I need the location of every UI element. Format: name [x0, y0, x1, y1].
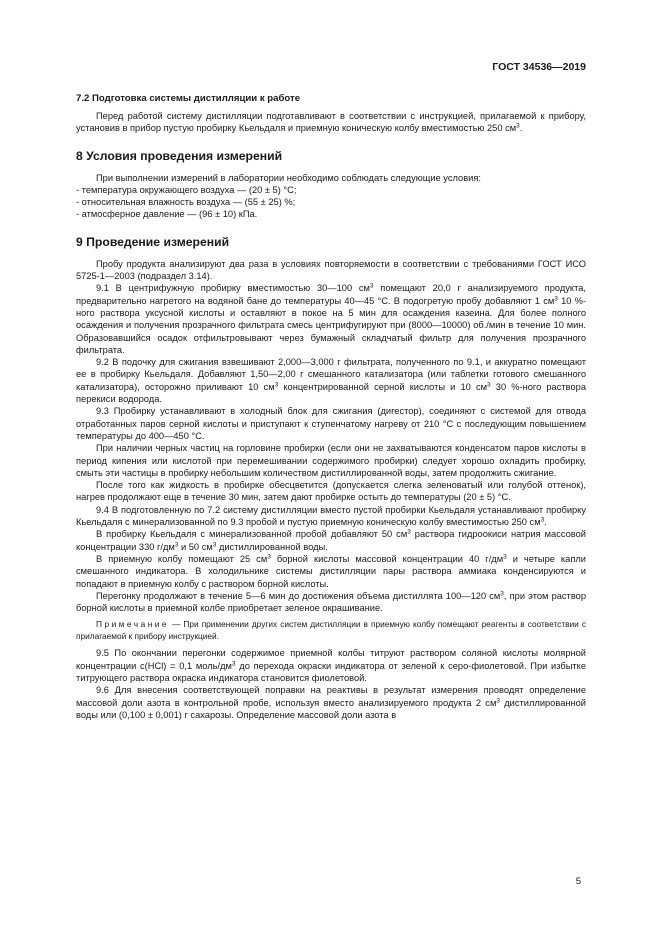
- condition-item: - относительная влажность воздуха — (55 ± 25) %;: [76, 197, 296, 208]
- condition-item: - атмосферное давление — (96 ± 10) кПа.: [76, 209, 258, 220]
- conditions-list: [76, 184, 586, 221]
- condition-item: - температура окружающего воздуха — (20 ± 5) °С;: [76, 184, 297, 195]
- paragraph-9-3: 9.3 Пробирку устанавливают в холодный блок для сжигания (дигестор), соединяют с системой для отвода отработанных паров серной кислоты и приступают к ступенчатому нагреву от 210 °С с последующим повышением температуры до 400—450 °С.: [76, 406, 586, 441]
- standard-header: ГОСТ 34536—2019: [492, 61, 586, 73]
- section-7-2-paragraph: Перед работой систему дистилляции подготавливают в соответствии с инструкцией, прилагаемой к прибору, установив в прибор пустую пробирку Кьельдаля и приемную коническую колбу вместимостью 250 $см^3$.: [76, 111, 586, 134]
- paragraph-9-1: 9.1 В центрифужную пробирку вместимостью 30—100 $см^3$ помещают 20,0 г анализируемого продукта, предварительно нагретого на водяной бане до температуры 40—45 °С. В подогретую пробу добавляют 1 $см^3$ 10 %-ного раствора уксусной кислоты и оставляют в покое на 5 мин для осаждения казеина. Для более полного осаждения и получения прозрачного фильтрата смесь центрифугируют при (8000—10000) об./мин в течение 10 мин. Образовавшийся осадок отфильтровывают через бумажный складчатый фильтр для получения прозрачного фильтрата.: [76, 282, 587, 355]
- paragraph-boric-acid: В приемную колбу помещают 25 $см^3$ борной кислоты массовой концентрации 40 $г/дм^3$ и четыре капли смешанного индикатора. В холодильнике системы дистилляции пары раствора аммиака конденсируются и попадают в приемную колбу с раствором борной кислоты.: [76, 553, 586, 589]
- page-number: 5: [575, 876, 581, 887]
- section-9-heading: 9 Проведение измерений: [76, 234, 230, 249]
- section-9-intro: Пробу продукта анализируют два раза в условиях повторяемости в соответствии с требованиями ГОСТ ИСО 5725-1—2003 (подраздел 3.14).: [76, 258, 586, 282]
- document-body: [76, 93, 586, 721]
- section-7-2-heading: 7.2 Подготовка системы дистилляции к работе: [76, 93, 301, 104]
- paragraph-sodium-hydroxide: В пробирку Кьельдаля с минерализованной пробой добавляют 50 $см^3$ раствора гидроокиси натрия массовой концентрации 330 $г/дм^3$ и 50 $см^3$ дистиллированной воды.: [76, 528, 586, 552]
- paragraph-9-6: 9.6 Для внесения соответствующей поправки на реактивы в результат измерения проводят определение массовой доли азота в контрольной пробе, используя вместо анализируемого продукта 2 $см^3$ дистиллированной воды или (0,100 ± 0,001) г сахарозы. Определение массовой доли азота в: [76, 685, 586, 720]
- paragraph-9-4: 9.4 В подготовленную по 7.2 систему дистилляции вместо пустой пробирки Кьельдаля устанавливают пробирку Кьельдаля с минерализованной по 9.3 пробой и пустую приемную коническую колбу вместимостью 250 $см^3$.: [76, 504, 586, 528]
- paragraph-9-2: 9.2 В подочку для сжигания взвешивают 2,000—3,000 г фильтрата, полученного по 9.1, и аккуратно помещают ее в пробирку Кьельдаля. Добавляют 1,50—2,00 г смешанного катализатора (или таблетки готового смешанного катализатора), осторожно приливают 10 $см^3$ концентрированной серной кислоты и 10 $см^3$ 30 %-ного раствора перекиси водорода.: [76, 357, 586, 405]
- paragraph-decolorization: После того как жидкость в пробирке обесцветится (допускается слегка зеленоватый или голубой оттенок), нагрев продолжают еще в течение 30 мин, затем дают пробирке остыть до температуры (20 ± 5) °С.: [76, 480, 586, 503]
- note: Примечание — При применении других систем дистилляции в приемную колбу помещают реагенты в соответствии с прилагаемой к прибору инструкцией.: [76, 619, 586, 641]
- note-label: Примечание: [96, 619, 170, 630]
- section-8-intro: При выполнении измерений в лаборатории необходимо соблюдать следующие условия:: [96, 172, 481, 183]
- paragraph-9-5: 9.5 По окончании перегонки содержимое приемной колбы титруют раствором соляной кислоты молярной концентрации c(HCl) = 0,1 моль/$дм^3$ до перехода окраски индикатора от зеленой к серо-фиолетовой. При избытке титрующего раствора окраска индикатора становится фиолетовой.: [76, 648, 587, 683]
- paragraph-black-particles: При наличии черных частиц на горловине пробирки (если они не захватываются конденсатом паров кислоты в период кипения или кислотой при перемешивании содержимого пробирки) следует хорошо охладить пробирку, смыть эти частицы в пробирку небольшим количеством дистиллированной воды, затем продолжить сжигание.: [76, 443, 586, 478]
- paragraph-distillation: Перегонку продолжают в течение 5—6 мин до достижения объема дистиллята 100—120 $см^3$, при этом раствор борной кислоты в приемной колбе приобретает зеленое окрашивание.: [76, 590, 586, 614]
- section-8-heading: 8 Условия проведения измерений: [76, 148, 283, 163]
